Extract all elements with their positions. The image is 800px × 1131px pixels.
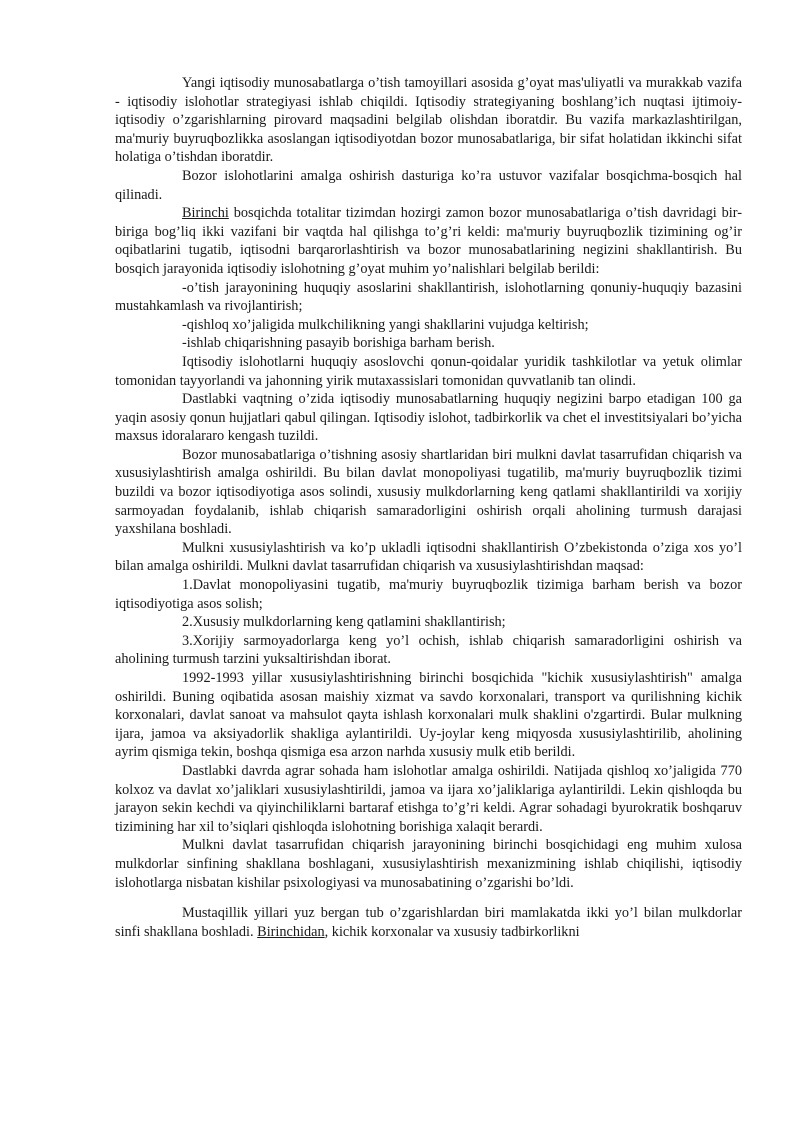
paragraph-goal-3 [115,632,742,669]
paragraph-text: bosqichda totalitar tizimdan hozirgi zamon bozor munosabatlariga o’tish davridagi bir-biriga bog’liq ikki vazifani bir vaqtda hal qilishga to’g’ri keldi: ma'muriy buyruqbozlik tizimining og’ir oqibatlarini tugatib, iqtisodni barqarorlashtirish va bozor munosabatlarining negizini shakllantirish. Bu bosqich jarayonida iqtisodiy islohotning g’oyat muhim yo’nalishlari belgilab berildi: [115,205,742,277]
paragraph-uzbek-way [115,539,742,576]
paragraph-text: Iqtisodiy islohotlarni huquqiy asoslovchi qonun-qoidalar yuridik tashkilotlar va yetuk olimlar tomonidan tayyorlandi va jahonning yirik mutaxassislari tomonidan quvvatlanib tan olindi. [115,353,742,389]
paragraph-conclusion [115,836,742,892]
paragraph-text: Yangi iqtisodiy munosabatlarga o’tish tamoyillari asosida g’oyat mas'uliyatli va murakkab vazifa - iqtisodiy islohotlar strategiyasi ishlab chiqildi. Iqtisodiy strategiyaning boshlang’ich nuqtasi ijtimoiy-iqtisodiy o’zgarishlarning pirovard maqsadini belgilab olishdan iboratdir. Bu vazifa markazlashtirilgan, ma'muriy buyruqbozlikka asoslangan iqtisodiyotdan bozor munosabatlariga, bir sifat holatidan ikkinchi sifat holatiga o’tishdan iboratdir. [115,75,742,166]
paragraph-laws [115,390,742,446]
paragraph-text: Dastlabki vaqtning o’zida iqtisodiy munosabatlarning huquqiy negizini barpo etadigan 100 ga yaqin asosiy qonun hujjatlari qabul qilingan. Iqtisodiy islohot, tadbirkorlik va chet el investitsiyalari bo’yicha maxsus idoralararo kengash tuzildi. [115,391,742,445]
paragraph-privatization [115,446,742,539]
paragraph-agrarian [115,762,742,836]
underlined-word: Birinchi [182,205,229,222]
paragraph-text: , kichik korxonalar va xususiy tadbirkorlikni [324,923,580,940]
paragraph-text: 1992-1993 yillar xususiylashtirishning birinchi bosqichida "kichik xususiylashtirish" amalga oshirildi. Buning oqibatida asosan maishiy xizmat va savdo korxonalari, transport va qurilishning kichik korxonalari, davlat sanoat va mahsulot qayta ishlash korxonalari mulk shaklini o'zgartirdi. Bular mulkning ijara, jamoa va aksiyadorlik shakliga aylantirildi. Uy-joylar keng miqyosda xususiylashtirilib, aholining ayrim qismiga tekin, boshqa qismiga esa arzon narhda xususiy mulk etib berildi. [115,670,742,761]
paragraph-text: Mulkni xususiylashtirish va ko’p ukladli iqtisodni shakllantirish O’zbekistonda o’ziga xos yo’l bilan amalga oshirildi. Mulkni davlat tasarrufidan chiqarish va xususiylashtirishdan maqsad: [115,539,742,575]
paragraph-text: -ishlab chiqarishning pasayib borishiga barham berish. [182,335,495,352]
paragraph-small-privatization [115,669,742,762]
paragraph-stages [115,167,742,204]
paragraph-text: 2.Xususiy mulkdorlarning keng qatlamini shakllantirish; [182,614,506,631]
paragraph-independence [115,904,742,941]
document-page [115,74,742,941]
paragraph-list-item [115,316,742,335]
paragraph-goal-2 [115,613,742,632]
underlined-word: Birinchidan [257,923,325,940]
paragraph-goal-1 [115,576,742,613]
paragraph-first-stage [115,204,742,278]
paragraph-text: 1.Davlat monopoliyasini tugatib, ma'muriy buyruqbozlik tizimiga barham berish va bozor iqtisodiyotiga asos solish; [115,577,742,612]
paragraph-text: 3.Xorijiy sarmoyadorlarga keng yo’l ochish, ishlab chiqarish samaradorligini oshirish va aholining turmush tarzini yuksaltirishdan iborat. [115,632,742,668]
paragraph-text: -qishloq xo’jaligida mulkchilikning yangi shakllarini vujudga keltirish; [182,316,589,333]
paragraph-text: -o’tish jarayonining huquqiy asoslarini shakllantirish, islohotlarning qonuniy-huquqiy bazasini mustahkamlash va rivojlantirish; [115,279,742,315]
paragraph-list-item [115,334,742,353]
paragraph-strategy [115,74,742,167]
paragraph-gap [115,892,742,904]
paragraph-legal-basis [115,353,742,390]
paragraph-text: Mustaqillik yillari yuz bergan tub o’zgarishlardan biri mamlakatda ikki yo’l bilan mulkdorlar sinfi shakllana boshladi. [115,905,742,940]
paragraph-text: Bozor munosabatlariga o’tishning asosiy shartlaridan biri mulkni davlat tasarrufidan chiqarish va xususiylashtirish amalga oshirildi. Bu bilan davlat monopoliyasi tugatilib, ma'muriy buyruqbozlik tizimi buzildi va bozor iqtisodiyotiga asos solindi, xususiy mulkdorlarning keng qatlami shakllantirildi va xorijiy sarmoyadan foydalanib, ishlab chiqarish samaradorligini oshirish orqali aholining turmush darajasi yaxshilana boshladi. [115,446,742,538]
paragraph-text: Bozor islohotlarini amalga oshirish dasturiga ko’ra ustuvor vazifalar bosqichma-bosqich hal qilinadi. [115,167,742,203]
paragraph-text: Dastlabki davrda agrar sohada ham islohotlar amalga oshirildi. Natijada qishloq xo’jaligida 770 kolxoz va davlat xo’jaliklari xususiylashtirildi, jamoa va ijara xo’jaliklariga aylantirildi. Lekin qishloqda bu jarayon sekin kechdi va qiyinchiliklarni bartaraf etishga to’g’ri keldi. Agrar sohadagi byurokratik boshqaruv tizimining har xil to’siqlari qishloqda islohotning borishiga xalaqit berardi. [115,762,742,835]
paragraph-text: Mulkni davlat tasarrufidan chiqarish jarayonining birinchi bosqichidagi eng muhim xulosa mulkdorlar sinfining shakllana boshlagani, xususiylashtirish mexanizmining ishlab chiqilishi, iqtisodiy islohotlarga nisbatan kishilar psixologiyasi va munosabatining o’zgarishi bo’ldi. [115,837,742,891]
paragraph-list-item [115,279,742,316]
